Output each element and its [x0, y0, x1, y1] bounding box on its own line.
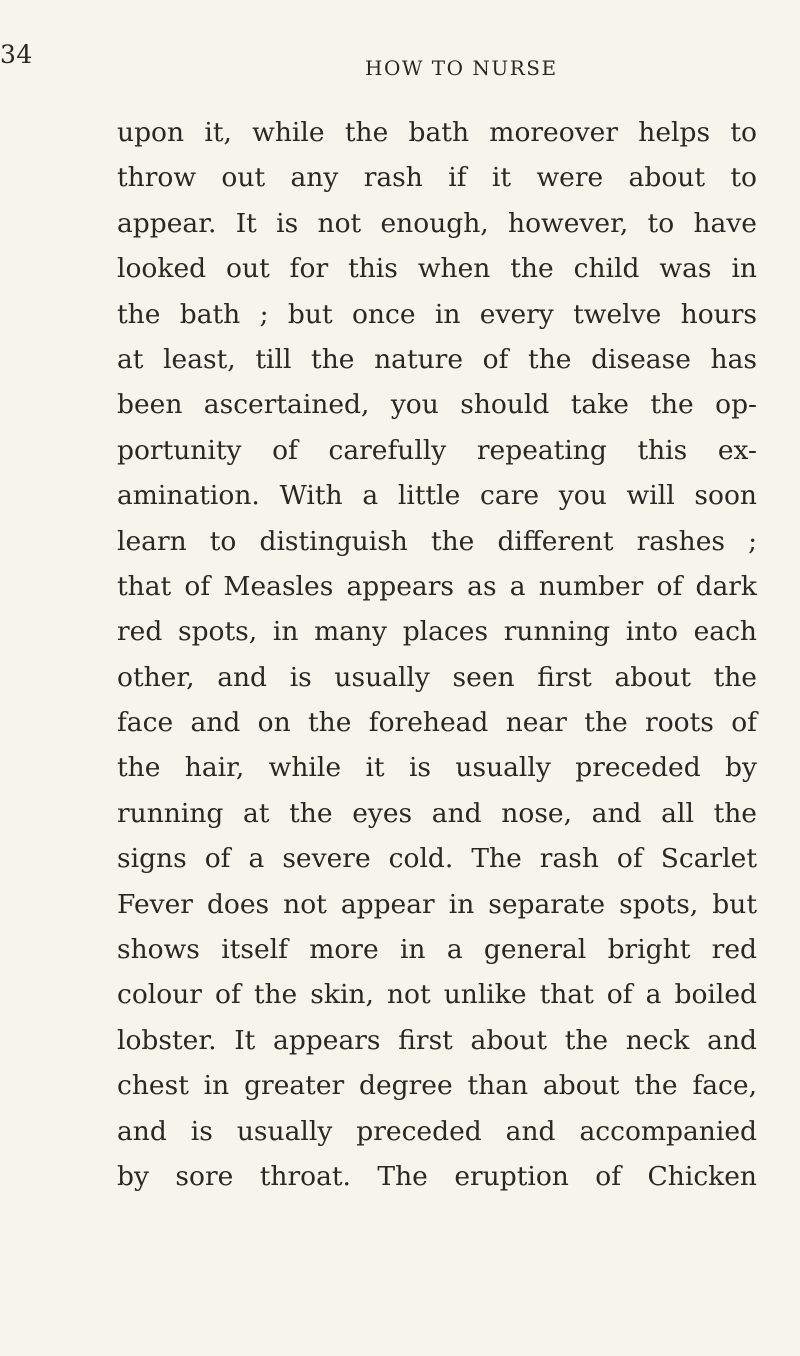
text-line: lobster. It appears first about the neck and	[117, 1024, 757, 1056]
text-line: running at the eyes and nose, and all the	[117, 797, 757, 829]
text-line: looked out for this when the child was in	[117, 253, 757, 285]
text-line: chest in greater degree than about the face,	[117, 1070, 757, 1102]
running-head-title: HOW TO NURSE	[365, 56, 558, 80]
text-line: colour of the skin, not unlike that of a boiled	[117, 979, 757, 1011]
text-line: face and on the forehead near the roots of	[117, 707, 757, 739]
text-line: throw out any rash if it were about to	[117, 162, 757, 194]
text-line: the hair, while it is usually preceded by	[117, 752, 757, 784]
text-line: red spots, in many places running into each	[117, 616, 757, 648]
text-line: by sore throat. The eruption of Chicken	[117, 1160, 757, 1192]
text-line: shows itself more in a general bright red	[117, 934, 757, 966]
text-line: at least, till the nature of the disease has	[117, 343, 757, 375]
text-line: portunity of carefully repeating this ex-	[117, 434, 757, 466]
text-line: appear. It is not enough, however, to have	[117, 207, 757, 239]
text-line: the bath ; but once in every twelve hours	[117, 298, 757, 330]
text-line: that of Measles appears as a number of dark	[117, 570, 757, 602]
body-text	[117, 110, 757, 1199]
text-line: amination. With a little care you will soon	[117, 480, 757, 512]
text-line: been ascertained, you should take the op-	[117, 389, 757, 421]
text-line: upon it, while the bath moreover helps to	[117, 117, 757, 148]
text-line: learn to distinguish the different rashes ;	[117, 525, 757, 557]
page-number: 34	[0, 40, 33, 69]
text-line: signs of a severe cold. The rash of Scarlet	[117, 843, 757, 875]
text-line: and is usually preceded and accompanied	[117, 1115, 757, 1147]
text-line: Fever does not appear in separate spots, but	[117, 888, 757, 920]
text-line: other, and is usually seen first about the	[117, 661, 757, 693]
